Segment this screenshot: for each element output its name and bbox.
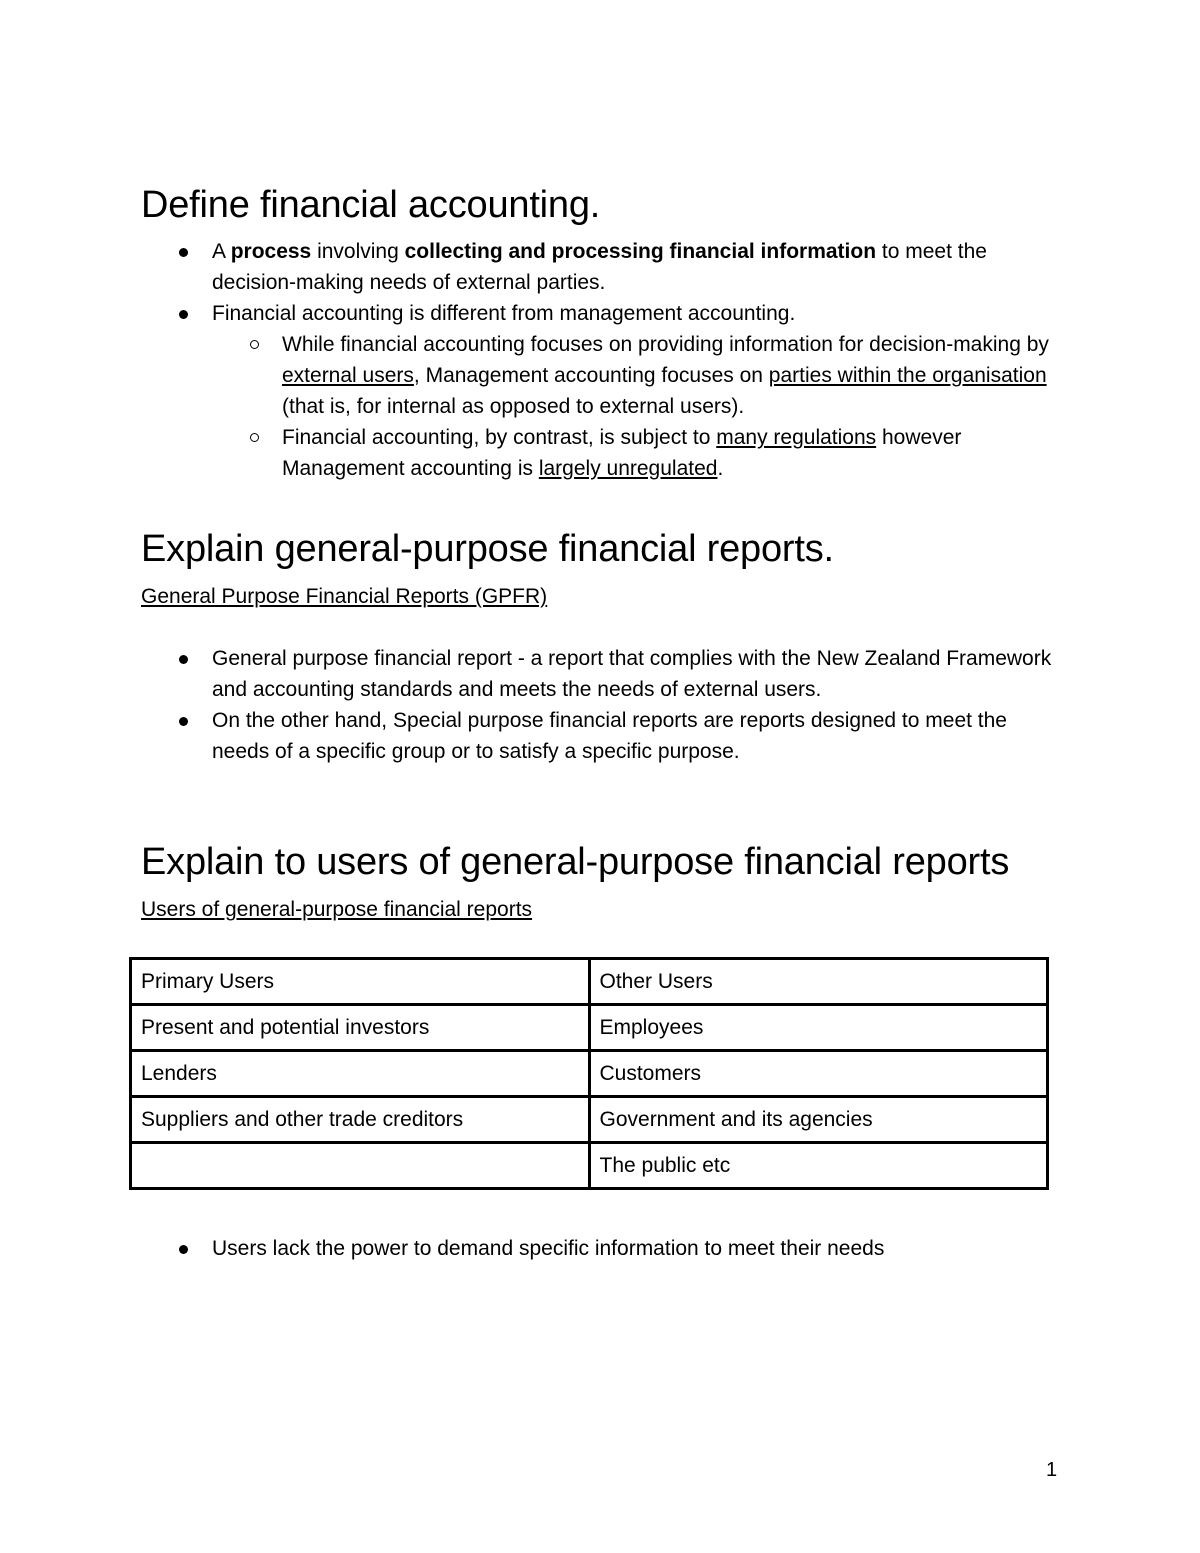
table-cell: Primary Users [131, 959, 590, 1005]
table-row [131, 1097, 1048, 1143]
bold-term: collecting and processing financial information [404, 240, 877, 263]
users-table [129, 957, 1049, 1190]
bold-term: process [230, 240, 312, 263]
table-cell: Employees [589, 1005, 1048, 1051]
table-cell: Present and potential investors [131, 1005, 590, 1051]
sub-list-item: While financial accounting focuses on providing information for decision-making by external users, Management accounting focuses on parties within the organisation (that is, for internal as opposed to external users). [0, 329, 1062, 422]
underlined-term: parties within the organisation [768, 364, 1047, 387]
table-cell: Suppliers and other trade creditors [131, 1097, 590, 1143]
table-row [131, 1051, 1048, 1097]
section3-heading: Explain to users of general-purpose financial reports [141, 841, 1010, 883]
list-item: General purpose financial report - a report that complies with the New Zealand Framework and accounting standards and meets the needs of external users. [0, 643, 1062, 705]
section1-list [0, 236, 1200, 484]
page-number: 1 [1046, 1459, 1058, 1481]
table-row [131, 1143, 1048, 1189]
list-item: Users lack the power to demand specific information to meet their needs [0, 1233, 1062, 1264]
section2-heading: Explain general-purpose financial reports. [141, 528, 834, 570]
sub-list-item: Financial accounting, by contrast, is subject to many regulations however Management accounting is largely unregulated. [0, 422, 1062, 484]
section1-heading: Define financial accounting. [141, 184, 601, 226]
section3-list [0, 1233, 1200, 1264]
users-link[interactable]: Users of general-purpose financial reports [141, 898, 533, 921]
table-row [131, 959, 1048, 1005]
table-cell: Customers [589, 1051, 1048, 1097]
underlined-term: largely unregulated [538, 457, 718, 480]
table-cell: Government and its agencies [589, 1097, 1048, 1143]
underlined-term: external users [282, 364, 414, 387]
list-item: Financial accounting is different from management accounting. While financial accounting focuses on providing information for decision-making by external users, Management accounting focuses on parties within the organisation (that is, for internal as opposed to external users). Financial accounting, by contrast, is subject to many regulations however Management accounting is largely unregulated. [0, 298, 1062, 484]
table-cell [131, 1143, 590, 1189]
table-cell: Other Users [589, 959, 1048, 1005]
table-cell: The public etc [589, 1143, 1048, 1189]
list-item: A process involving collecting and processing financial information to meet the decision-making needs of external parties. [0, 236, 1062, 298]
table-row [131, 1005, 1048, 1051]
underlined-term: many regulations [716, 426, 877, 449]
table-cell: Lenders [131, 1051, 590, 1097]
section2-list [0, 643, 1200, 767]
list-item: On the other hand, Special purpose financial reports are reports designed to meet the needs of a specific group or to satisfy a specific purpose. [0, 705, 1062, 767]
sub-list [212, 329, 1062, 484]
gpfr-link[interactable]: General Purpose Financial Reports (GPFR) [141, 585, 548, 608]
